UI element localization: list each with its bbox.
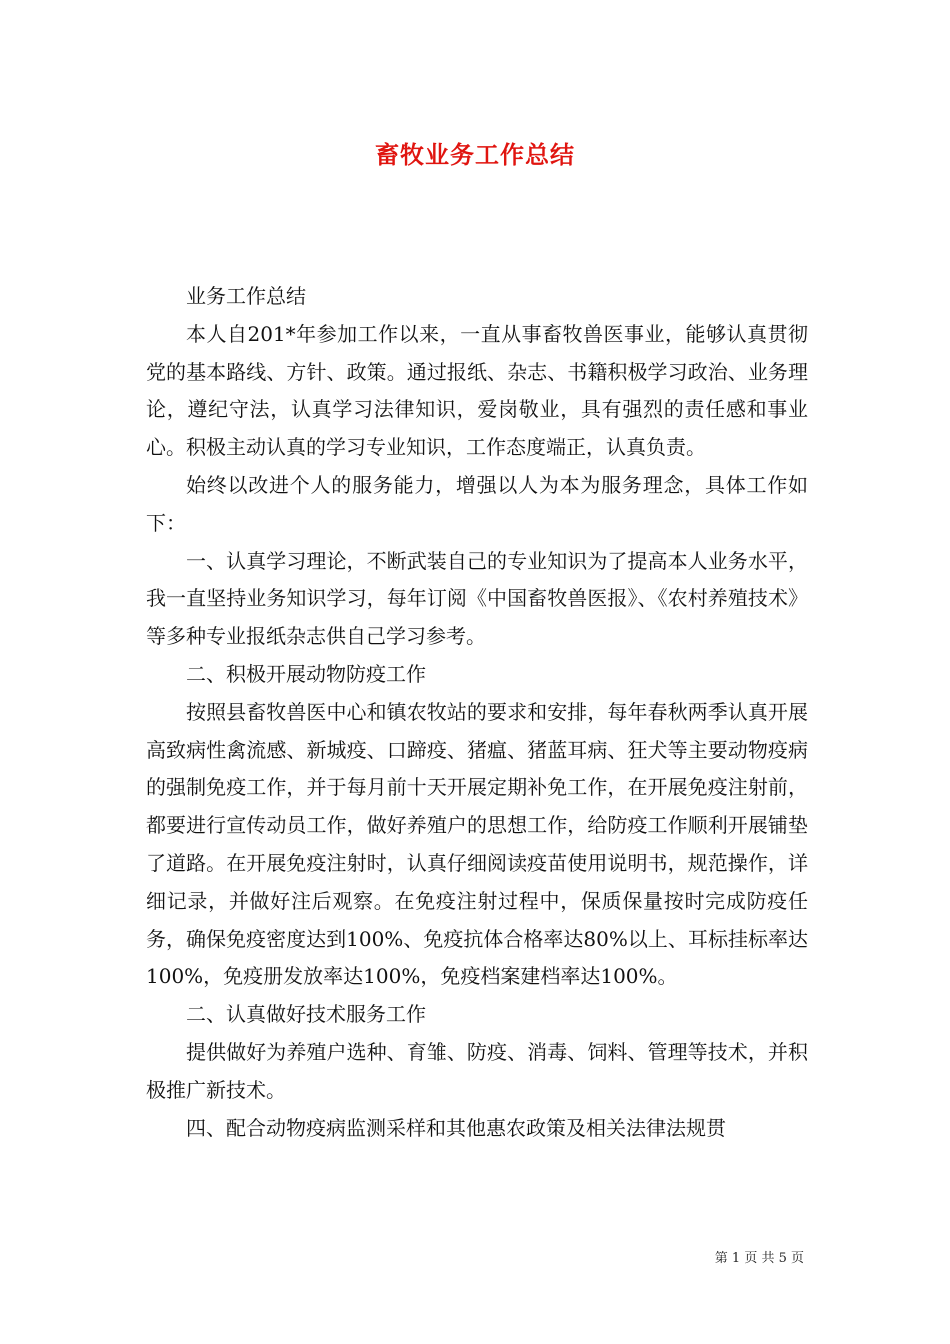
paragraph: 提供做好为养殖户选种、育雏、防疫、消毒、饲料、管理等技术，并积极推广新技术。 bbox=[146, 1039, 808, 1102]
paragraph: 一、认真学习理论，不断武装自己的专业知识为了提高本人业务水平，我一直坚持业务知识学习，每年订阅《中国畜牧兽医报》、《农村养殖技术》等多种专业报纸杂志供自己学习参考。 bbox=[146, 548, 808, 649]
paragraph: 按照县畜牧兽医中心和镇农牧站的要求和安排，每年春秋两季认真开展高致病性禽流感、新城疫、口蹄疫、猪瘟、猪蓝耳病、狂犬等主要动物疫病的强制免疫工作，并于每月前十天开展定期补免工作，在开展免疫注射前，都要进行宣传动员工作，做好养殖户的思想工作，给防疫工作顺利开展铺垫了道路。在开展免疫注射时，认真仔细阅读疫苗使用说明书，规范操作，详细记录，并做好注后观察。在免疫注射过程中，保质保量按时完成防疫任务，确保免疫密度达到100%、免疫抗体合格率达80%以上、耳标挂标率达100%，免疫册发放率达100%，免疫档案建档率达100%。 bbox=[146, 699, 808, 989]
document-body bbox=[146, 278, 808, 1147]
section-heading: 二、认真做好技术服务工作 bbox=[186, 1002, 426, 1027]
paragraph: 本人自201*年参加工作以来，一直从事畜牧兽医事业，能够认真贯彻党的基本路线、方针、政策。通过报纸、杂志、书籍积极学习政治、业务理论，遵纪守法，认真学习法律知识，爱岗敬业，具有强烈的责任感和事业心。积极主动认真的学习专业知识，工作态度端正，认真负责。 bbox=[146, 321, 808, 460]
paragraph: 始终以改进个人的服务能力，增强以人为本为服务理念，具体工作如下： bbox=[146, 472, 808, 535]
section-heading: 二、积极开展动物防疫工作 bbox=[186, 661, 426, 686]
document-title: 畜牧业务工作总结 bbox=[375, 140, 575, 169]
paragraph-heading: 业务工作总结 bbox=[186, 284, 306, 308]
page-number: 第 1 页 共 5 页 bbox=[714, 1251, 804, 1266]
section-heading: 四、配合动物疫病监测采样和其他惠农政策及相关法律法规贯 bbox=[186, 1115, 726, 1140]
